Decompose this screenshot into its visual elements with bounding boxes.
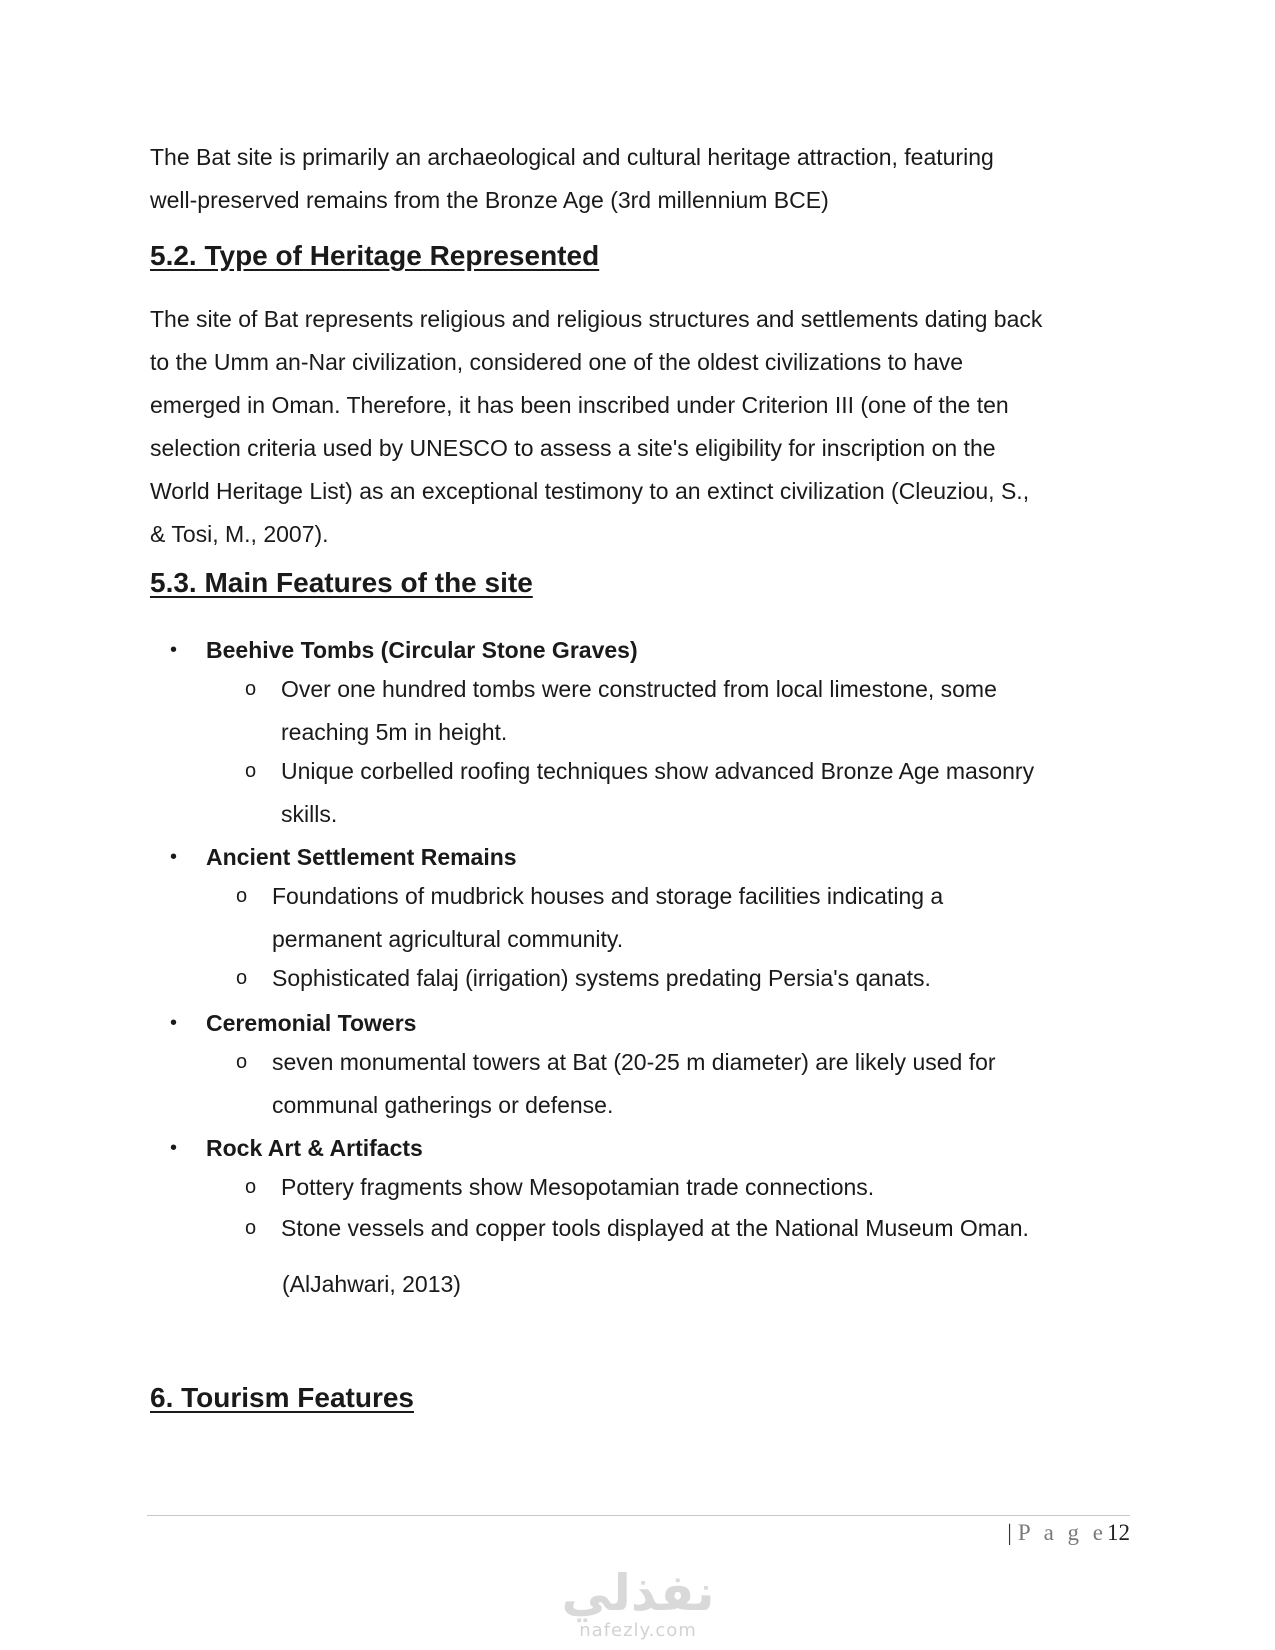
sub-bullet-icon: o: [236, 967, 248, 989]
heading-5-3: 5.3. Main Features of the site: [150, 567, 533, 598]
page-label: P a g e: [1017, 1520, 1107, 1545]
sub-item-text: Stone vessels and copper tools displayed at the National Museum Oman.: [281, 1215, 1029, 1241]
heritage-paragraph: [150, 298, 1130, 556]
sub-item-text: Pottery fragments show Mesopotamian trade connections.: [281, 1174, 875, 1200]
sub-item-text: [272, 875, 943, 961]
watermark-latin: nafezly.com: [579, 1620, 697, 1641]
bullet-icon: •: [170, 639, 178, 661]
page-number-value: 12: [1107, 1520, 1130, 1545]
page-separator: |: [1007, 1520, 1012, 1545]
feature-title: Beehive Tombs (Circular Stone Graves): [206, 637, 638, 663]
bullet-icon: •: [170, 846, 178, 868]
sub-item-line: skills.: [281, 801, 338, 827]
sub-item-line: permanent agricultural community.: [272, 926, 624, 952]
sub-item-line: Unique corbelled roofing techniques show advanced Bronze Age masonry: [281, 758, 1035, 784]
heritage-line-5: World Heritage List) as an exceptional testimony to an extinct civilization (Cleuziou, S.,: [150, 478, 1030, 504]
heritage-line-2: to the Umm an-Nar civilization, considered one of the oldest civilizations to have: [150, 349, 964, 375]
watermark-logo: [548, 1566, 728, 1650]
bullet-icon: •: [170, 1012, 178, 1034]
sub-item-text: Sophisticated falaj (irrigation) systems predating Persia's qanats.: [272, 965, 931, 991]
sub-bullet-icon: o: [245, 1217, 257, 1239]
intro-line-2: well-preserved remains from the Bronze Age (3rd millennium BCE): [150, 187, 829, 213]
watermark-arabic: نفذلي: [561, 1564, 715, 1622]
sub-item-line: Foundations of mudbrick houses and storage facilities indicating a: [272, 883, 944, 909]
citation: (AlJahwari, 2013): [282, 1271, 461, 1297]
heading-5-2: 5.2. Type of Heritage Represented: [150, 240, 600, 271]
heritage-line-3: emerged in Oman. Therefore, it has been inscribed under Criterion III (one of the ten: [150, 392, 1009, 418]
intro-paragraph: [150, 136, 1130, 222]
sub-item-text: [281, 668, 997, 754]
sub-item-text: [272, 1041, 996, 1127]
feature-title: Ceremonial Towers: [206, 1010, 417, 1036]
footer-divider: [147, 1515, 1130, 1516]
intro-line-1: The Bat site is primarily an archaeological and cultural heritage attraction, featuring: [150, 144, 994, 170]
sub-bullet-icon: o: [245, 1176, 257, 1198]
sub-item-line: Over one hundred tombs were constructed from local limestone, some: [281, 676, 997, 702]
heritage-line-1: The site of Bat represents religious and religious structures and settlements dating back: [150, 306, 1043, 332]
sub-item-line: seven monumental towers at Bat (20-25 m diameter) are likely used for: [272, 1049, 996, 1075]
sub-item-line: reaching 5m in height.: [281, 719, 508, 745]
sub-item-text: [281, 750, 1034, 836]
sub-bullet-icon: o: [245, 678, 257, 700]
sub-item-line: communal gatherings or defense.: [272, 1092, 614, 1118]
page-number: [1007, 1520, 1130, 1546]
bullet-icon: •: [170, 1137, 178, 1159]
feature-title: Rock Art & Artifacts: [206, 1135, 423, 1161]
heading-6: 6. Tourism Features: [150, 1382, 415, 1413]
heritage-line-4: selection criteria used by UNESCO to assess a site's eligibility for inscription on the: [150, 435, 996, 461]
sub-bullet-icon: o: [236, 885, 248, 907]
heritage-line-6: & Tosi, M., 2007).: [150, 521, 329, 547]
sub-bullet-icon: o: [236, 1051, 248, 1073]
feature-title: Ancient Settlement Remains: [206, 844, 517, 870]
sub-bullet-icon: o: [245, 760, 257, 782]
